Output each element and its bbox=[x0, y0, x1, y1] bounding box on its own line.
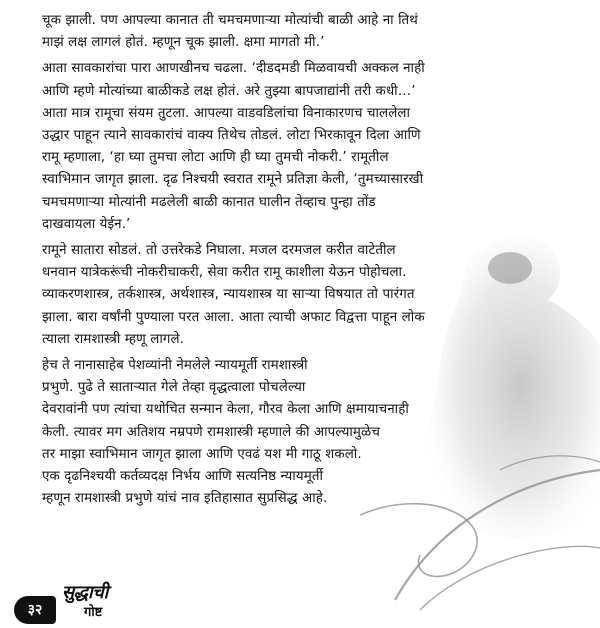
text-line: धनवान यात्रेकरूंची नोकरीचाकरी, सेवा करीत रामू काशीला येऊन पोहोचला. bbox=[42, 265, 407, 281]
text-line: दाखवायला येईन.’ bbox=[42, 216, 131, 232]
page-number: ३२ bbox=[14, 596, 56, 624]
paragraph bbox=[42, 240, 562, 351]
text-line: त्याला रामशास्त्री म्हणू लागले. bbox=[42, 331, 185, 347]
text-line: तर माझा स्वाभिमान जागृत झाला आणि एवढं यश मी गाठू शकलो. bbox=[42, 446, 362, 462]
paragraph bbox=[42, 10, 562, 54]
page-footer bbox=[8, 580, 138, 624]
paragraph bbox=[42, 58, 562, 236]
text-line: व्याकरणशास्त्र, तर्कशास्त्र, अर्थशास्त्र, न्यायशास्त्र या साऱ्या विषयात तो पारंगत bbox=[42, 287, 415, 303]
text-line: माझं लक्ष लागलं होतं. म्हणून चूक झाली. क्षमा मागतो मी.’ bbox=[42, 35, 325, 51]
text-line: आता मात्र रामूचा संयम तुटला. आपल्या वाडवडिलांचा विनाकारणच चाललेला bbox=[42, 105, 411, 121]
series-logo: सुद्धाची bbox=[62, 582, 108, 603]
paragraph bbox=[42, 355, 562, 510]
series-logo-subtitle: गोष्ट bbox=[84, 605, 103, 620]
text-line: रामू म्हणाला, ‘हा घ्या तुमचा लोटा आणि ही घ्या तुमची नोकरी.’ रामूतील bbox=[42, 150, 389, 166]
text-line: रामूने सातारा सोडलं. तो उत्तरेकडे निघाला. मजल दरमजल करीत वाटेतील bbox=[42, 243, 396, 259]
text-line: आणि म्हणे मोत्यांच्या बाळीकडे लक्ष होतं. अरे तुझ्या बापजाद्यांनी तरी कधी…’ bbox=[42, 83, 416, 99]
text-line: केली. त्यावर मग अतिशय नम्रपणे रामशास्त्री म्हणाले की आपल्यामुळेच bbox=[42, 424, 380, 440]
text-line: उद्धार पाहून त्याने सावकारांचं वाक्य तिथेच तोडलं. लोटा भिरकावून दिला आणि bbox=[42, 128, 421, 144]
text-line: एक दृढनिश्चयी कर्तव्यदक्ष निर्भय आणि सत्यनिष्ठ न्यायमूर्ती bbox=[42, 469, 324, 485]
text-line: आता सावकारांचा पारा आणखीनच चढला. ‘दीडदमडी मिळवायची अक्कल नाही bbox=[42, 61, 425, 77]
text-line: प्रभुणे. पुढे ते साताऱ्यात गेले तेव्हा वृद्धत्वाला पोचलेल्या bbox=[42, 380, 306, 396]
text-line: स्वाभिमान जागृत झाला. दृढ निश्चयी स्वरात रामूने प्रतिज्ञा केली, ‘तुमच्यासारखी bbox=[42, 172, 424, 188]
text-line: चूक झाली. पण आपल्या कानात ती चमचमणाऱ्या मोत्यांची बाळी आहे ना तिथं bbox=[42, 13, 418, 28]
text-line: देवरावांनी पण त्यांचा यथोचित सन्मान केला, गौरव केला आणि क्षमायाचनाही bbox=[42, 402, 409, 418]
text-line: चमचमणाऱ्या मोत्यांनी मढलेली बाळी कानात घालीन तेव्हाच पुन्हा तोंड bbox=[42, 194, 376, 210]
text-line: हेच ते नानासाहेब पेशव्यांनी नेमलेले न्यायमूर्ती रामशास्त्री bbox=[42, 358, 308, 374]
story-text bbox=[42, 10, 562, 514]
text-line: झाला. बारा वर्षांनी पुण्याला परत आला. आता त्याची अफाट विद्वत्ता पाहून लोक bbox=[42, 309, 425, 325]
text-line: म्हणून रामशास्त्री प्रभुणे यांचं नाव इतिहासात सुप्रसिद्ध आहे. bbox=[42, 491, 328, 507]
